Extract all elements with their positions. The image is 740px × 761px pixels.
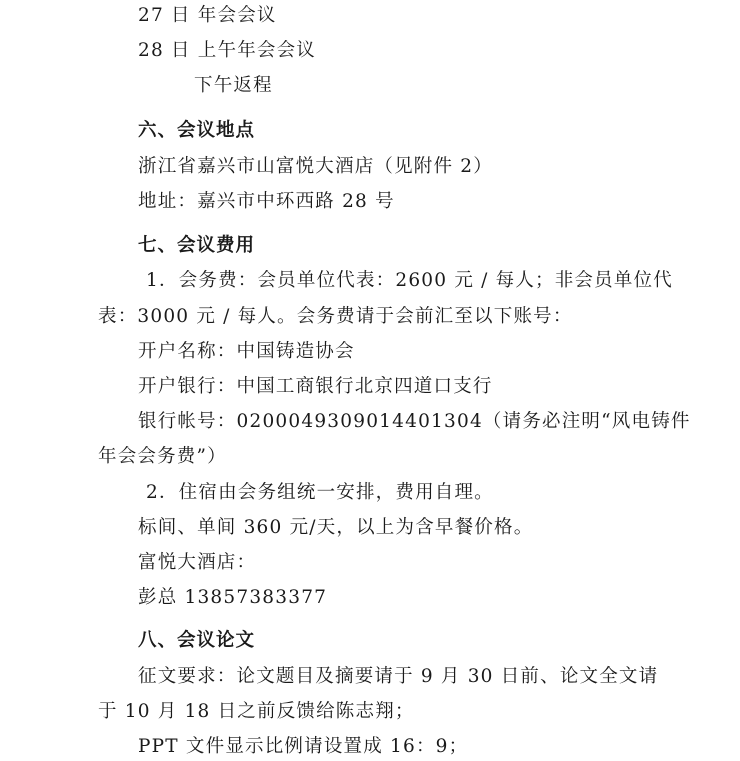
fees-item1-line1: 1．会务费：会员单位代表：2600 元 / 每人；非会员单位代	[146, 270, 673, 291]
section-heading-venue: 六、会议地点	[138, 120, 256, 141]
fees-account-number-line2: 年会会务费”）	[98, 446, 227, 467]
fees-room-price: 标间、单间 360 元/天，以上为含早餐价格。	[138, 517, 534, 538]
fees-contact: 彭总 13857383377	[138, 587, 328, 608]
schedule-day28: 28 日 上午年会会议	[138, 40, 317, 61]
venue-hotel: 浙江省嘉兴市山富悦大酒店（见附件 2）	[138, 156, 493, 177]
fees-item2: 2．住宿由会务组统一安排，费用自理。	[146, 482, 494, 503]
schedule-day28-afternoon: 下午返程	[194, 75, 273, 96]
papers-ppt-ratio: PPT 文件显示比例请设置成 16：9；	[138, 736, 469, 757]
papers-requirement-line1: 征文要求：论文题目及摘要请于 9 月 30 日前、论文全文请	[138, 666, 659, 687]
schedule-day27: 27 日 年会会议	[138, 5, 277, 26]
papers-requirement-line2: 于 10 月 18 日之前反馈给陈志翔；	[98, 701, 415, 722]
section-heading-fees: 七、会议费用	[138, 235, 256, 256]
fees-account-name: 开户名称：中国铸造协会	[138, 341, 355, 362]
fees-account-number-line1: 银行帐号：0200049309014401304（请务必注明“风电铸件	[138, 411, 691, 432]
fees-bank: 开户银行：中国工商银行北京四道口支行	[138, 376, 493, 397]
venue-address: 地址：嘉兴市中环西路 28 号	[138, 191, 395, 212]
fees-hotel-name: 富悦大酒店：	[138, 552, 257, 573]
fees-item1-line2: 表：3000 元 / 每人。会务费请于会前汇至以下账号：	[98, 306, 573, 327]
section-heading-papers: 八、会议论文	[138, 630, 256, 651]
